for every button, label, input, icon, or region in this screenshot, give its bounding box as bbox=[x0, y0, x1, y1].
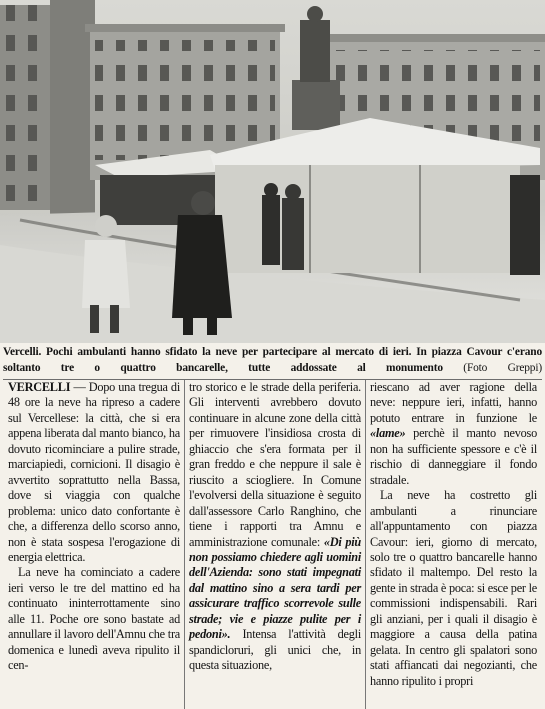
paragraph bbox=[370, 380, 537, 488]
article-column-2 bbox=[184, 380, 365, 709]
paragraph: La neve ha cominciato a cadere ieri verso le tre del mattino ed ha continuato ininterrottamente sino alle 11. Poche ore sono bastate ad annullare il lavoro dell'Amnu che tra domenica e lunedì aveva ripulito il cen- bbox=[8, 565, 180, 673]
photo-credit: (Foto Greppi) bbox=[463, 361, 542, 374]
paragraph bbox=[8, 380, 180, 565]
article-column-3 bbox=[365, 380, 541, 709]
paragraph-text: tro storico e le strade della periferia. Gli interventi avrebbero dovuto continuare in alcune zone della città per rimuovere l'insidiosa crosta di ghiaccio che s'era formata per il gran freddo e che neppure il sale è riuscito a sciogliere. In Comune l'evolversi della situazione è seguito dall'assessore Carlo Ranghino, che tiene i rapporti tra Amnu e amministrazione comunale: bbox=[189, 380, 361, 549]
paragraph-text: Intensa l'attività degli spandicloruri, gli unici che, in questa situazione, bbox=[189, 627, 361, 673]
photo-caption bbox=[3, 344, 542, 380]
paragraph bbox=[189, 380, 361, 674]
paragraph-text: — Dopo una tregua di 48 ore la neve ha ripreso a cadere sul Vercellese: la città, che si era appena liberata dal manto bianco, ha dovuto ricominciare a pulire strade, marciapiedi, cornicioni. Il disagio è avvertito soprattutto nella Bassa, dove si viaggia con qualche problema: unico dato confortante è che, a differenza dello scorso anno, non è stata sospesa l'erogazione di energia elettrica. bbox=[8, 380, 180, 564]
article-column-1 bbox=[4, 380, 184, 709]
snowy-square-scene bbox=[0, 0, 545, 343]
dateline: VERCELLI bbox=[8, 380, 71, 394]
quoted-term: «lame» bbox=[370, 426, 406, 441]
caption-text: Vercelli. Pochi ambulanti hanno sfidato la neve per partecipare al mercato di ieri. In piazza Cavour c'erano soltanto tre o quattro bancarelle, tutte addossate al monumento bbox=[3, 346, 542, 374]
article-body bbox=[4, 380, 541, 709]
news-photo bbox=[0, 0, 545, 343]
paragraph-text: perchè il manto nevoso non ha sufficiente spessore e c'è il rischio di danneggiare il fondo stradale. bbox=[370, 426, 537, 487]
paragraph: La neve ha costretto gli ambulanti a rinunciare all'appuntamento con piazza Cavour: ieri, giorno di mercato, solo tre o quattro bancarelle hanno sfidato il maltempo. Del resto la gente in strada è poca: si esce per le commissioni indispensabili. Rari gli anziani, per i quali il disagio è maggiore a causa della patina gelata. In centro gli spalatori sono stati affiancati dai negozianti, che hanno ripulito i propri bbox=[370, 488, 537, 688]
paragraph-text: riescano ad aver ragione della neve: neppure ieri, infatti, hanno potuto entrare in funzione le bbox=[370, 380, 537, 425]
quote: «Di più non possiamo chiedere agli uomini dell'Azienda: sono stati impegnati dal mattino sino a sera tardi per assicurare traffico scorrevole sulle strade; vie e piazze pulite per i pedoni». bbox=[189, 534, 361, 642]
